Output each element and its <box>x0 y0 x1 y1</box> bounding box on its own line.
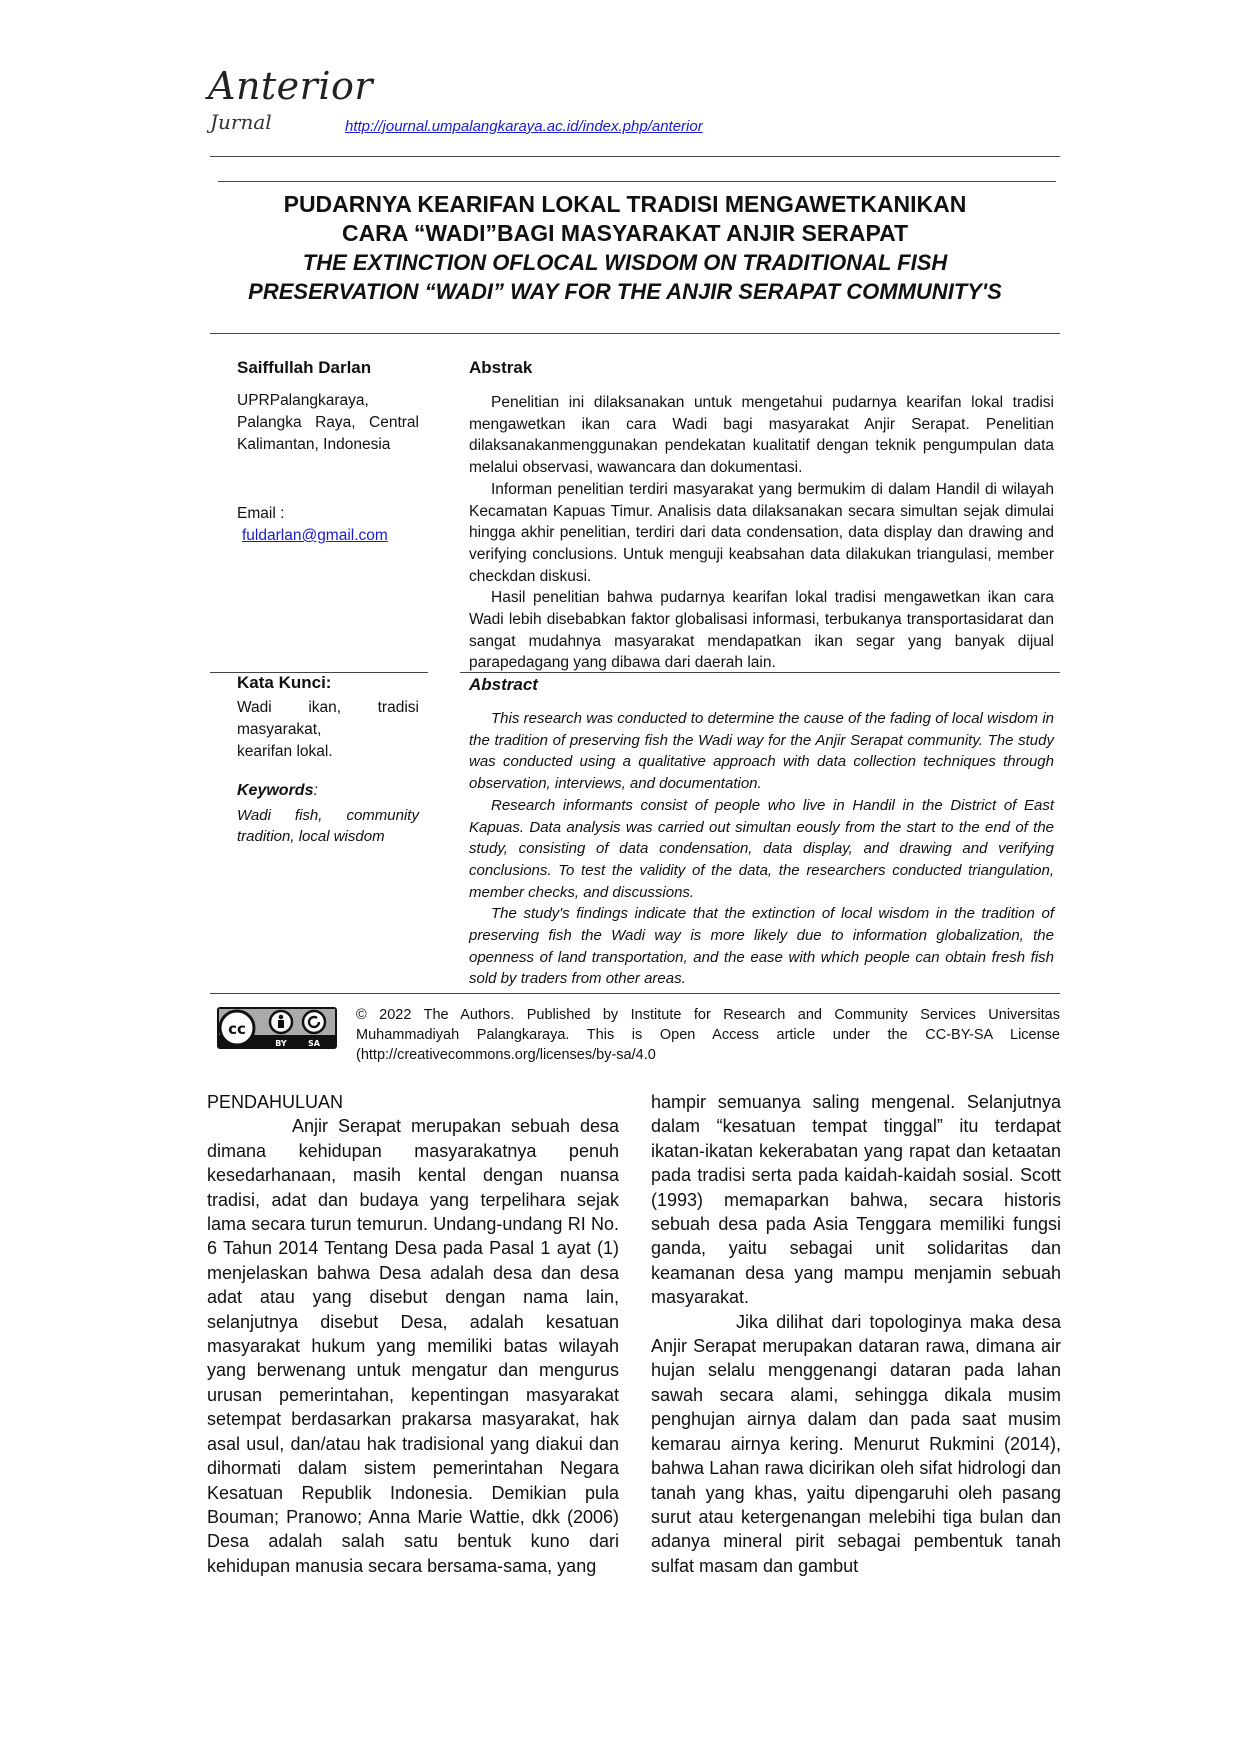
kata-kunci-line: masyarakat, <box>237 721 322 738</box>
email-label: Email : <box>237 505 285 522</box>
keyword: ikan, <box>308 699 342 716</box>
keyword: tradisi <box>377 699 419 716</box>
keywords-line <box>237 805 419 826</box>
sa-share-alike-icon <box>303 1011 325 1033</box>
body-paragraph: Jika dilihat dari topologinya maka desa Anjir Serapat merupakan dataran rawa, dimana air hujan selalu menggenangi dataran pada lahan sawah secara alami, sehingga dikala musim penghujan airnya dalam dan pada saat musim kemarau airnya kering. Menurut Rukmini (2014), bahwa Lahan rawa dicirikan oleh sifat hidrologi dan tanah yang khas, yaitu dipengaruhi oleh pasang surut atau ketergenangan melebihi tiga bulan dan adanya mineral pirit sebagai pembentuk tanah sulfat masam dan gambut <box>651 1311 1061 1576</box>
abstrak-paragraph: Hasil penelitian bahwa pudarnya kearifan lokal tradisi mengawetkan ikan cara Wadi lebih disebabkan faktor globalisasi informasi, terbukanya transportasidarat dan sangat mudahnya masyarakat mendapatkan ikan segar yang banyak dijual parapedagang yang dibawa dari daerah lain. <box>469 589 1054 672</box>
keywords-heading-colon: : <box>313 782 318 799</box>
keywords-heading <box>237 782 318 800</box>
header-divider <box>210 156 1060 157</box>
keywords-line: tradition, local wisdom <box>237 828 385 845</box>
abstract-paragraph: The study's findings indicate that the extinction of local wisdom in the tradition of preserving fish the Wadi way is more likely due to information globalization, the openness of land transportation, and the ease with which people can obtain fresh fish sold by traders from other areas. <box>469 905 1054 988</box>
keywords-list <box>237 805 419 847</box>
keywords-heading-label: Keywords <box>237 782 314 799</box>
title-english-line-2: PRESERVATION “WADI” WAY FOR THE ANJIR SERAPAT COMMUNITY'S <box>248 279 1002 304</box>
body-paragraph: hampir semuanya saling mengenal. Selanjutnya dalam “kesatuan tempat tinggal” itu terdapat ikatan-ikatan kekerabatan yang rapat dan ketaatan pada tradisi serta pada kaidah-kaidah sosial. Scott (1993) memaparkan bahwa, secara historis sebuah desa pada Asia Tenggara memiliki fungsi ganda, yaitu sebagai unit solidaritas dan keamanan desa yang mampu menjamin sebuah masyarakat. <box>651 1092 1061 1308</box>
author-name: Saiffullah Darlan <box>237 358 372 377</box>
author-email-link[interactable]: fuldarlan@gmail.com <box>242 527 388 544</box>
keyword: fish, <box>294 807 323 824</box>
cc-icon-letters: cc <box>228 1020 246 1038</box>
by-label: BY <box>275 1039 287 1048</box>
title-bottom-divider <box>210 333 1060 334</box>
abstrak-heading: Abstrak <box>469 358 533 377</box>
abstract-heading: Abstract <box>469 675 538 694</box>
by-person-head <box>279 1015 284 1020</box>
abstract-divider <box>460 672 1060 673</box>
abstract-body <box>469 708 1054 990</box>
author-affiliation: UPRPalangkaraya, Palangka Raya, Central Kalimantan, Indonesia <box>237 392 419 453</box>
title-indonesian-line-2: CARA “WADI”BAGI MASYARAKAT ANJIR SERAPAT <box>341 220 909 246</box>
license-statement: © 2022 The Authors. Published by Institute for Research and Community Services Universitas Muhammadiyah Palangkaraya. This is Open Access article under the CC-BY-SA License (http://creativecommons.org/licenses/by-sa/4.0 <box>356 1007 1060 1063</box>
sa-label: SA <box>308 1039 320 1048</box>
cc-by-sa-license-icon <box>217 1007 337 1049</box>
title-indonesian-line-1: PUDARNYA KEARIFAN LOKAL TRADISI MENGAWETKANIKAN <box>283 191 967 217</box>
abstract-paragraph: This research was conducted to determine the cause of the fading of local wisdom in the tradition of preserving fish the Wadi way for the Anjir Serapat community. The study was conducted using a qualitative approach with data collection techniques through observation, interviews, and documentation. <box>469 710 1054 793</box>
kata-kunci-list <box>237 697 419 763</box>
keyword: Wadi <box>237 699 272 716</box>
kata-kunci-heading: Kata Kunci: <box>237 673 332 692</box>
title-english-line-1: THE EXTINCTION OFLOCAL WISDOM ON TRADITIONAL FISH <box>302 250 948 275</box>
keyword: community <box>346 807 419 824</box>
abstract-paragraph: Research informants consist of people who live in Handil in the District of East Kapuas. Data analysis was carried out simultan eously from the start to the end of the study, consisting of data condensation, data display, and drawing and verifying conclusions. To test the validity of the data, the researchers conducted triangulation, member checks, and discussions. <box>469 796 1054 901</box>
journal-subtitle: Jurnal <box>210 110 272 134</box>
title-top-divider <box>218 181 1056 182</box>
journal-name: Anterior <box>208 64 374 108</box>
abstract-bottom-divider <box>210 993 1060 994</box>
keyword: Wadi <box>237 807 271 824</box>
body-right-column <box>651 1090 1061 1578</box>
abstrak-paragraph: Informan penelitian terdiri masyarakat yang bermukim di dalam Handil di wilayah Kecamatan Kapuas Timur. Analisis data dilaksanakan secara simultan sejak dimulai hingga akhir penelitian, terdiri dari data condensation, data display dan drawing and verifying conclusions. Untuk menguji keabsahan data dilakukan triangulasi, member checkdan diskusi. <box>469 480 1054 585</box>
article-title <box>210 190 1040 306</box>
body-left-column <box>207 1090 619 1578</box>
section-heading-pendahuluan: PENDAHULUAN <box>207 1092 344 1112</box>
by-person-body <box>278 1020 284 1028</box>
kata-kunci-line <box>237 697 419 719</box>
abstrak-paragraph: Penelitian ini dilaksanakan untuk mengetahui pudarnya kearifan lokal tradisi mengawetkan ikan cara Wadi bagi masyarakat Anjir Serapat. Penelitian dilaksanakanmenggunakan pendekatan kualitatif dengan teknik pengumpulan data melalui observasi, wawancara dan dokumentasi. <box>469 394 1054 477</box>
body-paragraph: Anjir Serapat merupakan sebuah desa dimana kehidupan masyarakatnya penuh kesedarhanaan, masih kental dengan nuansa tradisi, adat dan budaya yang terpelihara sejak lama secara turun temurun. Undang-undang RI No. 6 Tahun 2014 Tentang Desa pada Pasal 1 ayat (1) menjelaskan bahwa Desa adalah desa dan desa adat atau yang disebut dengan nama lain, selanjutnya disebut Desa, adalah kesatuan masyarakat hukum yang memiliki batas wilayah yang berwenang untuk mengatur dan mengurus urusan pemerintahan, kepentingan masyarakat setempat berdasarkan prakarsa masyarakat, hak asal usul, dan/atau hak tradisional yang diakui dan dihormati dalam sistem pemerintahan Negara Kesatuan Republik Indonesia. Demikian pula Bouman; Pranowo; Anna Marie Wattie, dkk (2006) Desa adalah salah satu bentuk kuno dari kehidupan manusia secara bersama-sama, yang <box>207 1116 619 1576</box>
kata-kunci-line: kearifan lokal. <box>237 743 333 760</box>
abstrak-body <box>469 392 1054 674</box>
journal-url-link[interactable]: http://journal.umpalangkaraya.ac.id/index.php/anterior <box>345 118 703 135</box>
